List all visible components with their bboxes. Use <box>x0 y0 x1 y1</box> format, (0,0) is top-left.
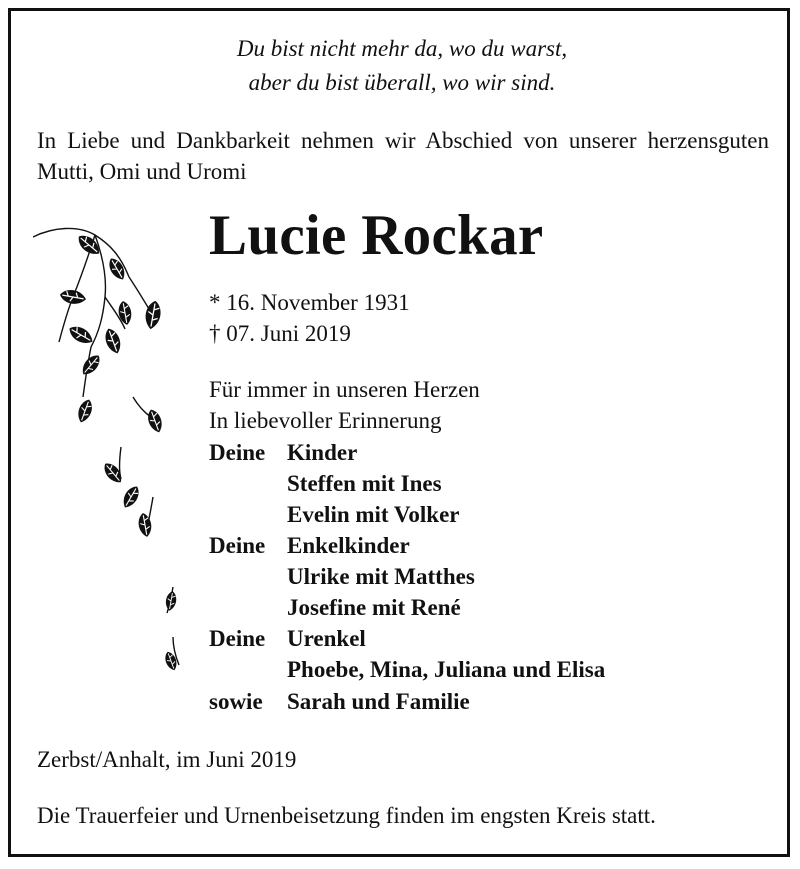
family-prefix: Deine <box>209 533 266 558</box>
remembrance-line-2: In liebevoller Erinnerung <box>209 408 442 433</box>
family-entry: Urenkel <box>287 626 366 651</box>
family-entry: Steffen mit Ines <box>287 471 442 496</box>
family-entry: Ulrike mit Matthes <box>287 564 475 589</box>
family-prefix: sowie <box>209 689 263 714</box>
family-entry: Kinder <box>287 440 358 465</box>
deceased-name: Lucie Rockar <box>209 204 544 267</box>
remembrance-line-1: Für immer in unseren Herzen <box>209 377 480 402</box>
motto-line-1: Du bist nicht mehr da, wo du warst, <box>236 36 568 61</box>
place-date: Zerbst/Anhalt, im Juni 2019 <box>37 747 297 772</box>
family-entry: Josefine mit René <box>287 595 461 620</box>
birth-date: * 16. November 1931 <box>209 290 410 315</box>
motto-line-2: aber du bist überall, wo wir sind. <box>248 70 556 95</box>
family-entry: Phoebe, Mina, Juliana und Elisa <box>287 657 606 682</box>
family-entry: Evelin mit Volker <box>287 502 460 527</box>
obituary-frame <box>8 8 790 857</box>
death-date: † 07. Juni 2019 <box>209 321 351 346</box>
funeral-note: Die Trauerfeier und Urnenbeisetzung finden im engsten Kreis statt. <box>37 803 656 828</box>
intro-text: In Liebe und Dankbarkeit nehmen wir Abschied von unserer herzensguten Mutti, Omi und Uromi <box>37 128 769 184</box>
family-entry: Enkelkinder <box>287 533 410 558</box>
family-entry: Sarah und Familie <box>287 689 470 714</box>
family-prefix: Deine <box>209 440 266 465</box>
birch-leaves-icon <box>33 217 183 687</box>
family-prefix: Deine <box>209 626 266 651</box>
